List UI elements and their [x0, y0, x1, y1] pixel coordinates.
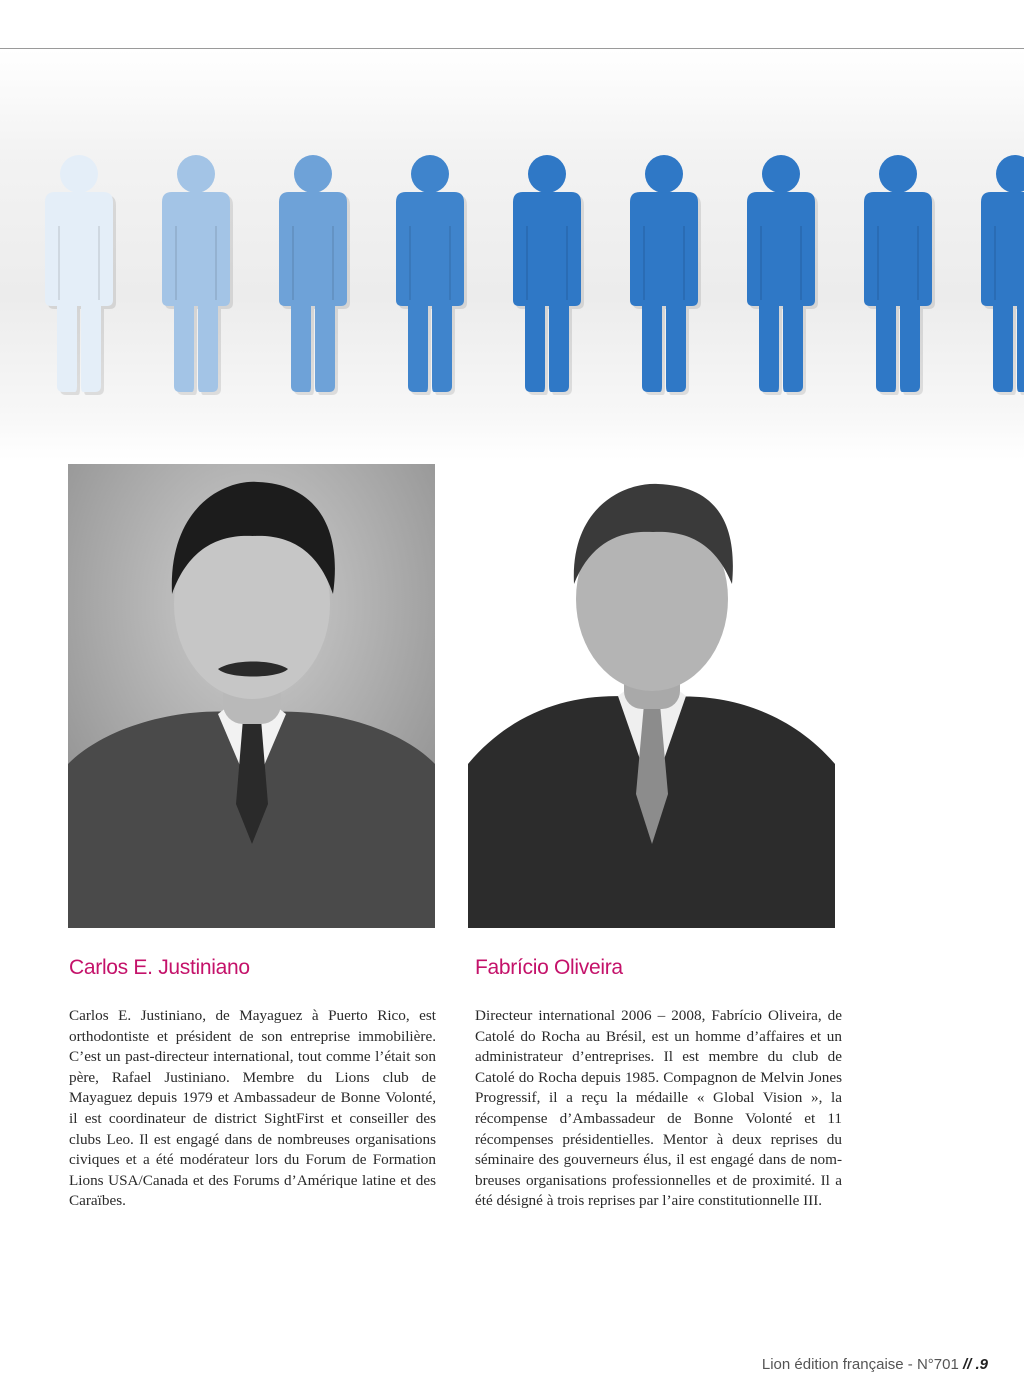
page-footer [762, 1356, 988, 1373]
banner-people-figures [0, 50, 1024, 460]
profile-bio-carlos: Carlos E. Justiniano, de Mayaguez à Puerto Rico, est orthodontiste et président de son entreprise immobilière. C’est un past-directeur international, tout comme l’était son père, Rafael Justiniano. Membre du Lions club de Mayaguez depuis 1979 et Ambassadeur de Bonne Volonté, il est coordinateur de district SightFirst et conseiller des clubs Leo. Il est engagé dans de nombreuses organisations civiques et a été modérateur lors du Forum de Formation Lions USA/Canada et des Forums d’Amérique latine et des Caraïbes. [69, 1007, 436, 1210]
portrait-carlos-justiniano [68, 464, 435, 928]
person-figure-icon [396, 155, 467, 395]
person-figure-icon [279, 155, 350, 395]
person-figure-icon [747, 155, 818, 395]
footer-publication: Lion édition française - N°701 [761, 1356, 959, 1373]
profile-name-fabricio: Fabrício Oliveira [475, 956, 623, 979]
people-figures-row [0, 50, 1024, 460]
footer-page-number: // .9 [962, 1356, 988, 1373]
person-figure-icon [864, 155, 935, 395]
portrait-fabricio-oliveira [468, 464, 835, 928]
person-figure-icon [162, 155, 233, 395]
profile-name-carlos: Carlos E. Justiniano [69, 956, 250, 979]
person-figure-icon [981, 155, 1024, 395]
top-rule [0, 48, 1024, 49]
profile-bio-fabricio: Directeur international 2006 – 2008, Fabrício Oliveira, de Catolé do Rocha au Brésil, est un homme d’affaires et un administrateur d’entreprises. Il est membre du club de Catolé do Rocha depuis 1985. Compagnon de Melvin Jones Progressif, il a reçu la médaille « Global Vision », la récompense d’Ambassadeur de Bonne Volonté et 11 récompenses présidentielles. Mentor à deux reprises du séminaire des gouverneurs élus, il est engagé dans de nombreuses organisations professionnelles et de proximité. Il a été désigné à trois reprises par l’aire constitutionnelle III. [475, 1007, 842, 1210]
person-figure-icon [45, 155, 116, 395]
person-figure-icon [630, 155, 701, 395]
person-figure-icon [513, 155, 584, 395]
